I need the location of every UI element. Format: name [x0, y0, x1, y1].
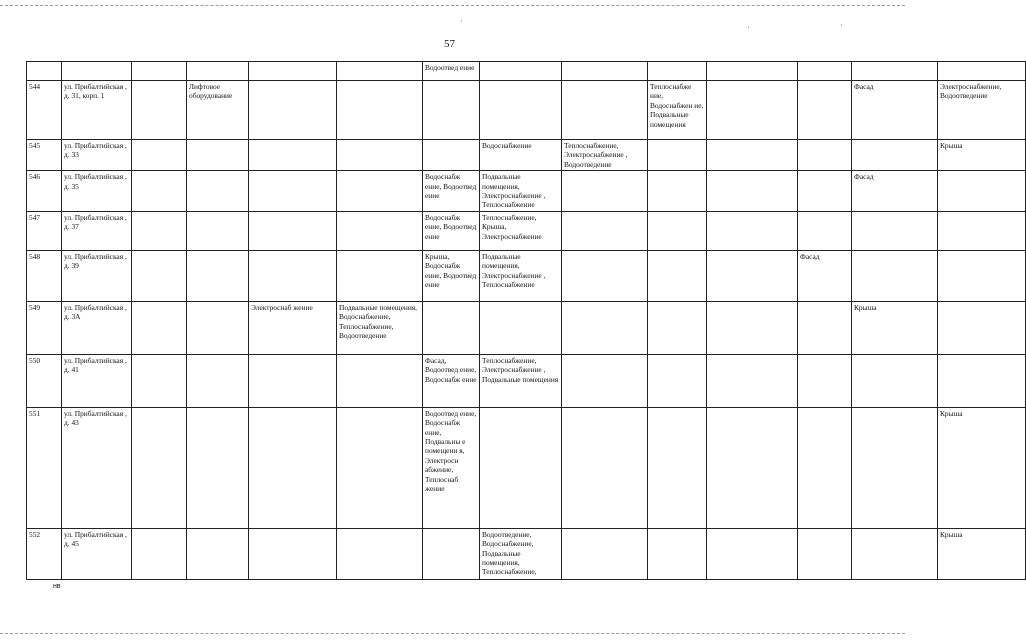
work-cell — [249, 407, 337, 528]
scan-speck: · — [747, 22, 750, 32]
work-cell — [798, 301, 852, 354]
address-cell: ул. Прибалтийская , д. 31, корп. 1 — [62, 81, 132, 140]
work-cell — [562, 301, 648, 354]
work-cell — [707, 301, 798, 354]
work-cell — [187, 407, 249, 528]
work-cell: Теплоснабжение, Электроснабжение , Подвальные помещения — [480, 354, 562, 407]
work-cell — [938, 171, 1026, 212]
work-cell — [337, 211, 423, 250]
table-row — [27, 171, 1026, 212]
scan-speck: · — [840, 20, 843, 30]
work-cell — [562, 250, 648, 301]
work-cell: Фасад — [852, 171, 938, 212]
page-number: 57 — [444, 38, 455, 50]
work-cell — [480, 81, 562, 140]
work-cell — [132, 171, 187, 212]
work-cell — [852, 407, 938, 528]
work-cell — [337, 62, 423, 81]
work-cell — [480, 62, 562, 81]
work-cell — [187, 171, 249, 212]
work-cell — [249, 354, 337, 407]
work-cell — [798, 62, 852, 81]
scan-edge-top — [0, 5, 905, 6]
work-cell — [938, 250, 1026, 301]
work-cell — [132, 528, 187, 579]
work-cell: Подвальные помещения, Водоснабжение, Теплоснабжение, Водоотведение — [337, 301, 423, 354]
work-cell — [423, 301, 480, 354]
work-cell — [798, 211, 852, 250]
work-cell — [938, 354, 1026, 407]
work-cell — [132, 354, 187, 407]
work-cell: Электроснабжение, Водоотведение — [938, 81, 1026, 140]
row-number: 549 — [27, 301, 62, 354]
work-cell — [648, 140, 707, 171]
footer-mark: нв — [53, 583, 61, 590]
work-cell — [249, 528, 337, 579]
work-cell: Крыша — [938, 140, 1026, 171]
work-cell — [852, 354, 938, 407]
work-cell — [852, 250, 938, 301]
work-cell — [707, 354, 798, 407]
address-cell — [62, 62, 132, 81]
work-cell — [648, 250, 707, 301]
work-cell: Лифтовое оборудование — [187, 81, 249, 140]
work-cell — [562, 211, 648, 250]
work-cell — [798, 140, 852, 171]
scan-speck: · — [460, 16, 463, 26]
work-cell: Водоотвед ение — [423, 62, 480, 81]
work-cell — [707, 62, 798, 81]
work-cell: Теплоснабжение, Крыша, Электроснабжение — [480, 211, 562, 250]
work-cell — [852, 211, 938, 250]
table-row — [27, 354, 1026, 407]
work-cell — [480, 407, 562, 528]
work-cell — [337, 354, 423, 407]
work-cell — [648, 354, 707, 407]
address-cell: ул. Прибалтийская , д. 41 — [62, 354, 132, 407]
work-cell — [187, 140, 249, 171]
row-number: 548 — [27, 250, 62, 301]
work-cell — [132, 81, 187, 140]
row-number: 547 — [27, 211, 62, 250]
work-cell: Подвальные помещения, Электроснабжение , Теплоснабжение — [480, 250, 562, 301]
table-row — [27, 301, 1026, 354]
repair-schedule-table — [26, 61, 1026, 580]
work-cell — [798, 171, 852, 212]
work-cell — [249, 250, 337, 301]
work-cell — [707, 407, 798, 528]
table-row — [27, 62, 1026, 81]
work-cell — [249, 62, 337, 81]
work-cell — [798, 354, 852, 407]
work-cell — [249, 81, 337, 140]
work-cell: Водоотведение, Водоснабжение, Подвальные помещения, Теплоснабжение, — [480, 528, 562, 579]
row-number: 552 — [27, 528, 62, 579]
work-cell — [132, 211, 187, 250]
work-cell — [798, 407, 852, 528]
work-cell — [648, 528, 707, 579]
work-cell: Водоснабж ение, Водоотвед ение — [423, 211, 480, 250]
row-number: 546 — [27, 171, 62, 212]
work-cell — [132, 407, 187, 528]
work-cell: Крыша, Водоснабж ение, Водоотвед ение — [423, 250, 480, 301]
table-row — [27, 211, 1026, 250]
work-cell: Электроснаб жение — [249, 301, 337, 354]
work-cell: Крыша — [938, 528, 1026, 579]
work-cell — [707, 250, 798, 301]
work-cell: Крыша — [938, 407, 1026, 528]
work-cell — [187, 301, 249, 354]
row-number: 545 — [27, 140, 62, 171]
scan-edge-bottom — [0, 633, 905, 634]
work-cell — [423, 140, 480, 171]
work-cell — [249, 171, 337, 212]
work-cell — [249, 211, 337, 250]
work-cell — [337, 171, 423, 212]
work-cell — [648, 62, 707, 81]
work-cell — [132, 140, 187, 171]
work-cell: Фасад — [852, 81, 938, 140]
work-cell: Водоснабжение — [480, 140, 562, 171]
work-cell — [562, 528, 648, 579]
address-cell: ул. Прибалтийская , д. 35 — [62, 171, 132, 212]
work-cell — [798, 81, 852, 140]
row-number: 544 — [27, 81, 62, 140]
work-cell: Фасад, Водоотвед ение, Водоснабж ение — [423, 354, 480, 407]
work-cell — [480, 301, 562, 354]
address-cell: ул. Прибалтийская , д. 3А — [62, 301, 132, 354]
table-row — [27, 250, 1026, 301]
address-cell: ул. Прибалтийская , д. 33 — [62, 140, 132, 171]
work-cell — [852, 528, 938, 579]
work-cell — [187, 62, 249, 81]
work-cell — [337, 250, 423, 301]
work-cell: Теплоснабжение, Электроснабжение , Водоотведение — [562, 140, 648, 171]
work-cell — [562, 354, 648, 407]
work-cell — [337, 528, 423, 579]
work-cell — [852, 140, 938, 171]
address-cell: ул. Прибалтийская , д. 37 — [62, 211, 132, 250]
work-cell — [187, 250, 249, 301]
work-cell — [798, 528, 852, 579]
work-cell — [707, 81, 798, 140]
table-row — [27, 528, 1026, 579]
address-cell: ул. Прибалтийская , д. 39 — [62, 250, 132, 301]
work-cell — [648, 211, 707, 250]
work-cell — [132, 62, 187, 81]
work-cell — [562, 171, 648, 212]
work-cell — [187, 211, 249, 250]
work-cell — [249, 140, 337, 171]
work-cell — [938, 62, 1026, 81]
address-cell: ул. Прибалтийская , д. 43 — [62, 407, 132, 528]
work-cell — [938, 301, 1026, 354]
work-cell — [337, 407, 423, 528]
work-cell — [132, 250, 187, 301]
work-cell: Теплоснабже ние, Водоснабжен ие, Подвальные помещения — [648, 81, 707, 140]
work-cell — [562, 407, 648, 528]
work-cell — [707, 171, 798, 212]
table-row — [27, 407, 1026, 528]
work-cell — [562, 62, 648, 81]
work-cell: Фасад — [798, 250, 852, 301]
work-cell — [423, 81, 480, 140]
work-cell — [337, 81, 423, 140]
work-cell — [852, 62, 938, 81]
work-cell: Водоснабж ение, Водоотвед ение — [423, 171, 480, 212]
work-cell — [707, 140, 798, 171]
work-cell: Водоотвед ение, Водоснабж ение, Подвальны е помещени я, Электросн абжение, Теплоснаб жение — [423, 407, 480, 528]
work-cell — [648, 171, 707, 212]
work-cell — [187, 354, 249, 407]
work-cell: Крыша — [852, 301, 938, 354]
row-number: 551 — [27, 407, 62, 528]
work-cell: Подвальные помещения, Электроснабжение , Теплоснабжение — [480, 171, 562, 212]
work-cell — [132, 301, 187, 354]
table-row — [27, 81, 1026, 140]
work-cell — [938, 211, 1026, 250]
work-cell — [707, 211, 798, 250]
work-cell — [337, 140, 423, 171]
work-cell — [707, 528, 798, 579]
table-row — [27, 140, 1026, 171]
row-number: 550 — [27, 354, 62, 407]
address-cell: ул. Прибалтийская , д. 45 — [62, 528, 132, 579]
work-cell — [648, 301, 707, 354]
work-cell — [648, 407, 707, 528]
work-cell — [562, 81, 648, 140]
work-cell — [423, 528, 480, 579]
work-cell — [187, 528, 249, 579]
row-number — [27, 62, 62, 81]
